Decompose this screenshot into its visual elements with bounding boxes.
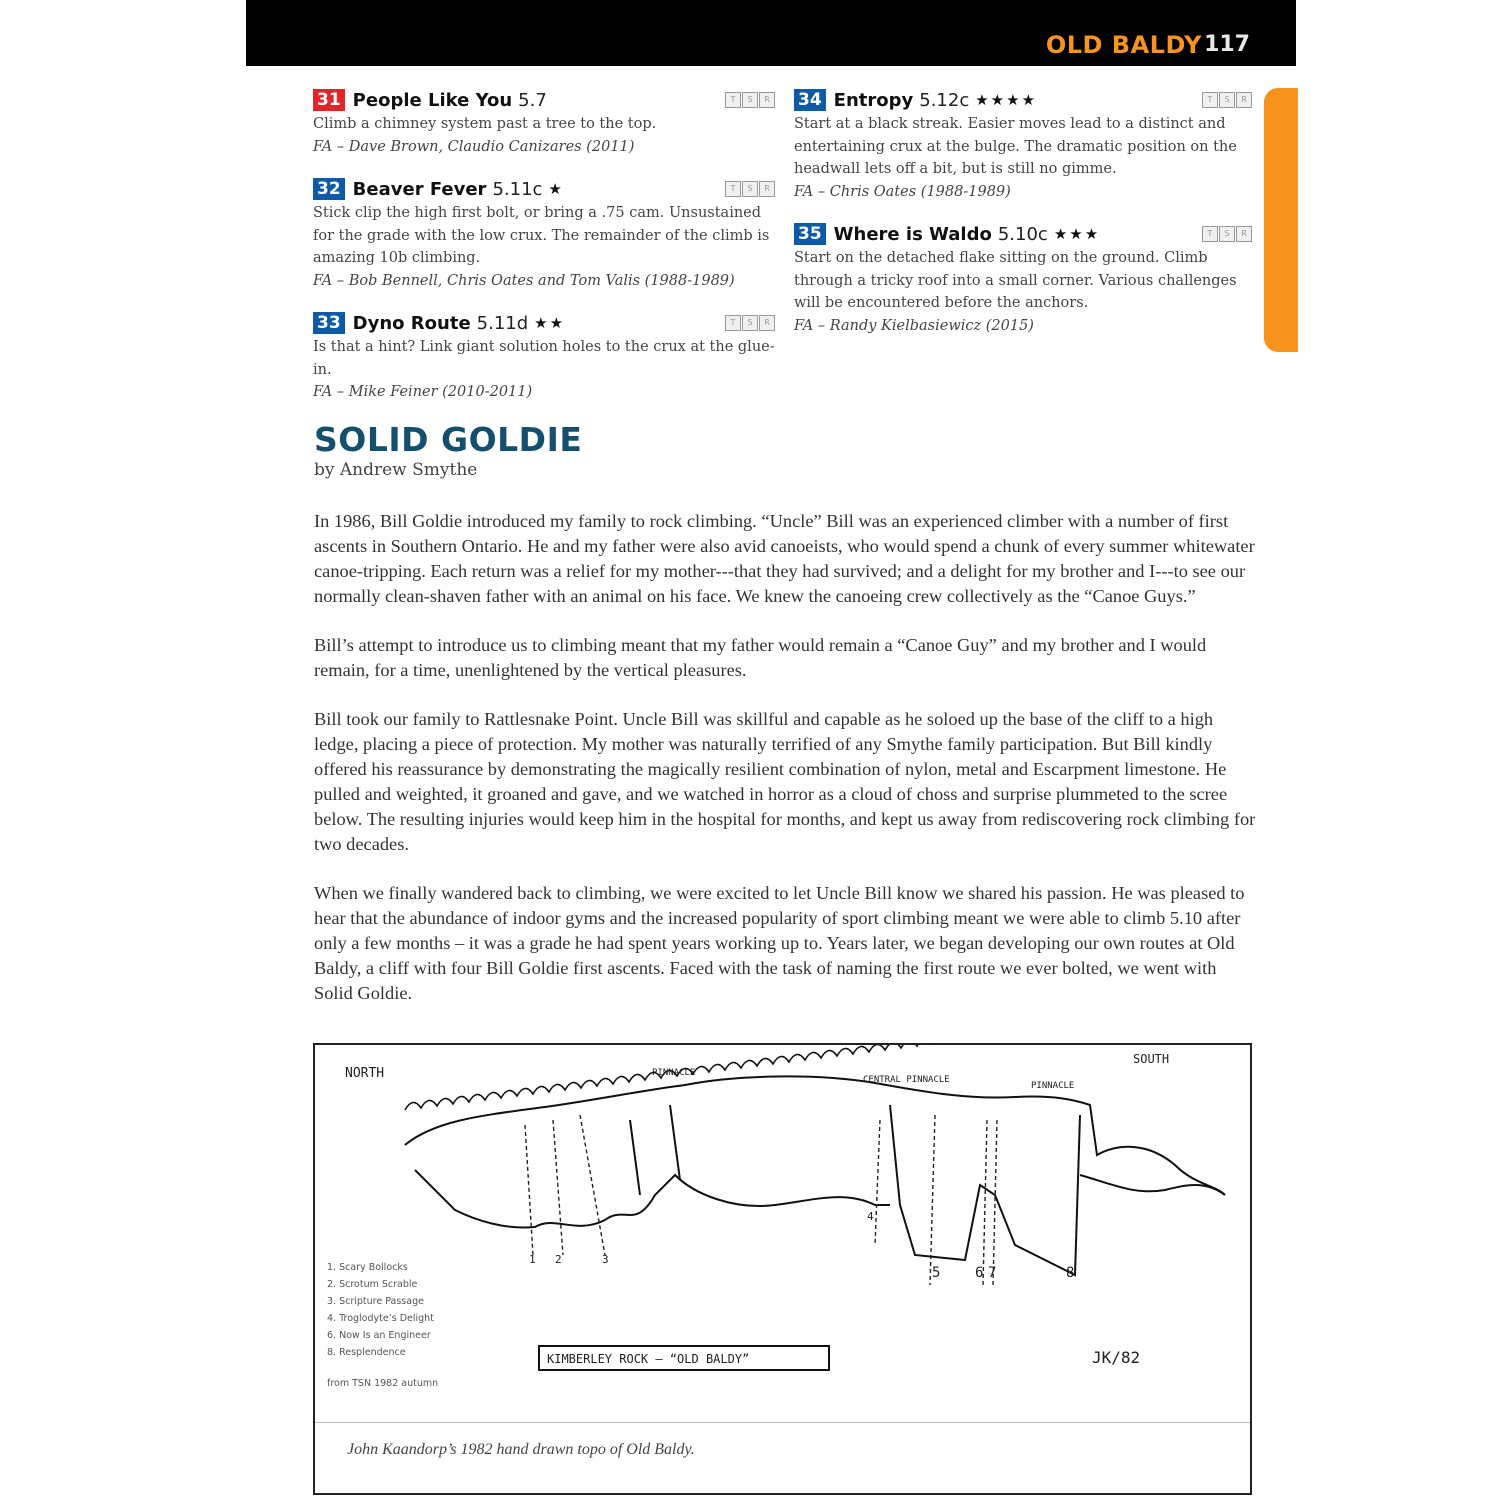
route-description: Start on the detached flake sitting on the ground. Climb through a tricky roof into a small corner. Various challenges will be encountered before the anchors. [794, 250, 1237, 311]
route-first-ascent: FA – Mike Feiner (2010-2011) [313, 384, 533, 400]
route-description: Stick clip the high first bolt, or bring a .75 cam. Unsustained for the grade with the low crux. The remainder of the climb is amazing 10b climbing. [313, 205, 770, 266]
route-number-badge: 33 [313, 312, 345, 334]
route-grade: 5.11d [476, 312, 529, 334]
route-number-badge: 34 [794, 89, 826, 111]
sport-icon: S [742, 315, 758, 331]
topo-figure [313, 1043, 1252, 1495]
route-first-ascent: FA – Bob Bennell, Chris Oates and Tom Valis (1988-1989) [313, 272, 735, 289]
route-description: Start at a black streak. Easier moves lead to a distinct and entertaining crux at the bulge. The dramatic position on the headwall lets off a bit, but is still no gimme. [794, 116, 1237, 177]
legend-item: 8. Resplendence [327, 1347, 406, 1358]
route-grade: 5.11c [492, 178, 543, 200]
story-paragraph: Bill took our family to Rattlesnake Point. Uncle Bill was skillful and capable as he soloed up the base of the cliff to a high ledge, placing a piece of protection. My mother was naturally terrified of any Smythe family participation. But Bill kindly offered his reassurance by demonstrating the magically resilient combination of nylon, metal and Escarpment limestone. He pulled and weighted, it groaned and gave, and we watched in horror as a cloud of choss and surprise plummeted to the scree below. The resulting injuries would keep him in the hospital for months, and kept us away from rediscovering rock climbing for two decades. [314, 709, 1256, 854]
route-heading [794, 87, 1252, 113]
route-heading [313, 310, 775, 336]
gear-icons [725, 181, 775, 197]
trad-icon: T [725, 92, 741, 108]
route-marker: 4 [867, 1210, 874, 1223]
route-first-ascent: FA – Randy Kielbasiewicz (2015) [794, 317, 1034, 334]
top-rope-icon: R [1236, 226, 1252, 242]
legend-item: 3. Scripture Passage [327, 1296, 424, 1307]
story-paragraph: Bill’s attempt to introduce us to climbing meant that my father would remain a “Canoe Guy” and my brother and I would remain, for a time, unenlightened by the vertical pleasures. [314, 635, 1207, 681]
topo-legend [327, 1259, 438, 1392]
top-rope-icon: R [759, 92, 775, 108]
top-rope-icon: R [759, 315, 775, 331]
route-heading [313, 87, 775, 113]
route-number-badge: 31 [313, 89, 345, 111]
pinnacle-label: PINNACLE [652, 1068, 696, 1078]
route-name: Entropy [833, 89, 914, 111]
route-marker: 3 [602, 1253, 609, 1266]
route-marker: 2 [555, 1253, 562, 1266]
route-stars: ★ [548, 180, 564, 198]
route-marker: 6 [975, 1265, 984, 1281]
caption-divider [315, 1422, 1250, 1423]
sport-icon: S [742, 181, 758, 197]
route-name: Dyno Route [352, 312, 471, 334]
sport-icon: S [1219, 92, 1235, 108]
route-description: Is that a hint? Link giant solution holes to the crux at the glue-in. [313, 339, 775, 378]
route-marker: 5 [932, 1265, 941, 1281]
gear-icons [1202, 92, 1252, 108]
legend-item: 6. Now Is an Engineer [327, 1330, 431, 1341]
pinnacle-label: PINNACLE [1031, 1081, 1075, 1091]
story-byline: by Andrew Smythe [314, 460, 478, 480]
route-description: Climb a chimney system past a tree to the top. [313, 116, 657, 132]
trad-icon: T [725, 181, 741, 197]
route-name: People Like You [352, 89, 513, 111]
route-name: Beaver Fever [352, 178, 487, 200]
sport-icon: S [742, 92, 758, 108]
route-stars: ★★★ [1053, 225, 1101, 243]
route-lines [525, 1115, 997, 1285]
trad-icon: T [1202, 226, 1218, 242]
route-heading [794, 221, 1252, 247]
story-paragraph: In 1986, Bill Goldie introduced my family to rock climbing. “Uncle” Bill was an experienced climber with a number of first ascents in Southern Ontario. He and my father were also avid canoeists, who would spend a chunk of every summer whitewater canoe-tripping. Each return was a relief for my mother---that they had survived; and a delight for my brother and I---to see our normally clean-shaven father with an animal on his face. We knew the canoeing crew collectively as the “Canoe Guys.” [314, 511, 1255, 606]
route-marker: 7 [988, 1265, 997, 1281]
route-entry [794, 87, 1252, 203]
south-label: SOUTH [1133, 1052, 1170, 1066]
gear-icons [725, 92, 775, 108]
top-rope-icon: R [759, 181, 775, 197]
top-rope-icon: R [1236, 92, 1252, 108]
topo-title: KIMBERLEY ROCK – “OLD BALDY” [547, 1352, 750, 1366]
story-body [314, 509, 1259, 1030]
trad-icon: T [725, 315, 741, 331]
route-entry [313, 176, 775, 292]
topo-drawing [315, 1045, 1250, 1420]
north-label: NORTH [345, 1066, 385, 1081]
page-header [246, 0, 1296, 66]
route-marker: 1 [529, 1253, 536, 1266]
route-grade: 5.12c [919, 89, 970, 111]
legend-item: 4. Troglodyte’s Delight [327, 1313, 434, 1324]
route-entry [313, 87, 775, 158]
trad-icon: T [1202, 92, 1218, 108]
page-number: 117 [1204, 32, 1250, 57]
route-number-markers [529, 1210, 1074, 1281]
route-stars: ★★★★ [975, 91, 1038, 109]
route-first-ascent: FA – Dave Brown, Claudio Canizares (2011) [313, 138, 635, 155]
story-paragraph: When we finally wandered back to climbing, we were excited to let Uncle Bill know we shared his passion. He was pleased to hear that the abundance of indoor gyms and the increased popularity of sport climbing meant we were able to climb 5.10 after only a few months – it was a grade he had spent years working up to. Years later, we began developing our own routes at Old Baldy, a cliff with four Bill Goldie first ascents. Faced with the task of naming the first route we ever bolted, we went with Solid Goldie. [314, 883, 1245, 1003]
gear-icons [725, 315, 775, 331]
legend-item: 1. Scary Bollocks [327, 1262, 408, 1273]
figure-caption: John Kaandorp’s 1982 hand drawn topo of Old Baldy. [347, 1441, 695, 1458]
story-title: SOLID GOLDIE [314, 420, 583, 459]
route-number-badge: 35 [794, 223, 826, 245]
guidebook-page [246, 0, 1296, 1500]
route-entry [794, 221, 1252, 337]
topo-signature: JK/82 [1092, 1348, 1141, 1367]
legend-item: 2. Scrotum Scrable [327, 1279, 418, 1290]
legend-source: from TSN 1982 autumn [327, 1378, 439, 1389]
route-marker: 8 [1066, 1265, 1075, 1281]
route-grade: 5.7 [518, 89, 547, 111]
route-name: Where is Waldo [833, 223, 992, 245]
topo-title-box [539, 1346, 829, 1370]
section-thumb-tab [1264, 88, 1298, 352]
route-heading [313, 176, 775, 202]
route-grade: 5.10c [997, 223, 1048, 245]
section-title: OLD BALDY [1045, 31, 1202, 59]
sport-icon: S [1219, 226, 1235, 242]
central-pinnacle-label: CENTRAL PINNACLE [863, 1075, 950, 1085]
route-number-badge: 32 [313, 178, 345, 200]
gear-icons [1202, 226, 1252, 242]
route-stars: ★★ [534, 314, 566, 332]
route-entry [313, 310, 775, 404]
route-first-ascent: FA – Chris Oates (1988-1989) [794, 183, 1011, 200]
